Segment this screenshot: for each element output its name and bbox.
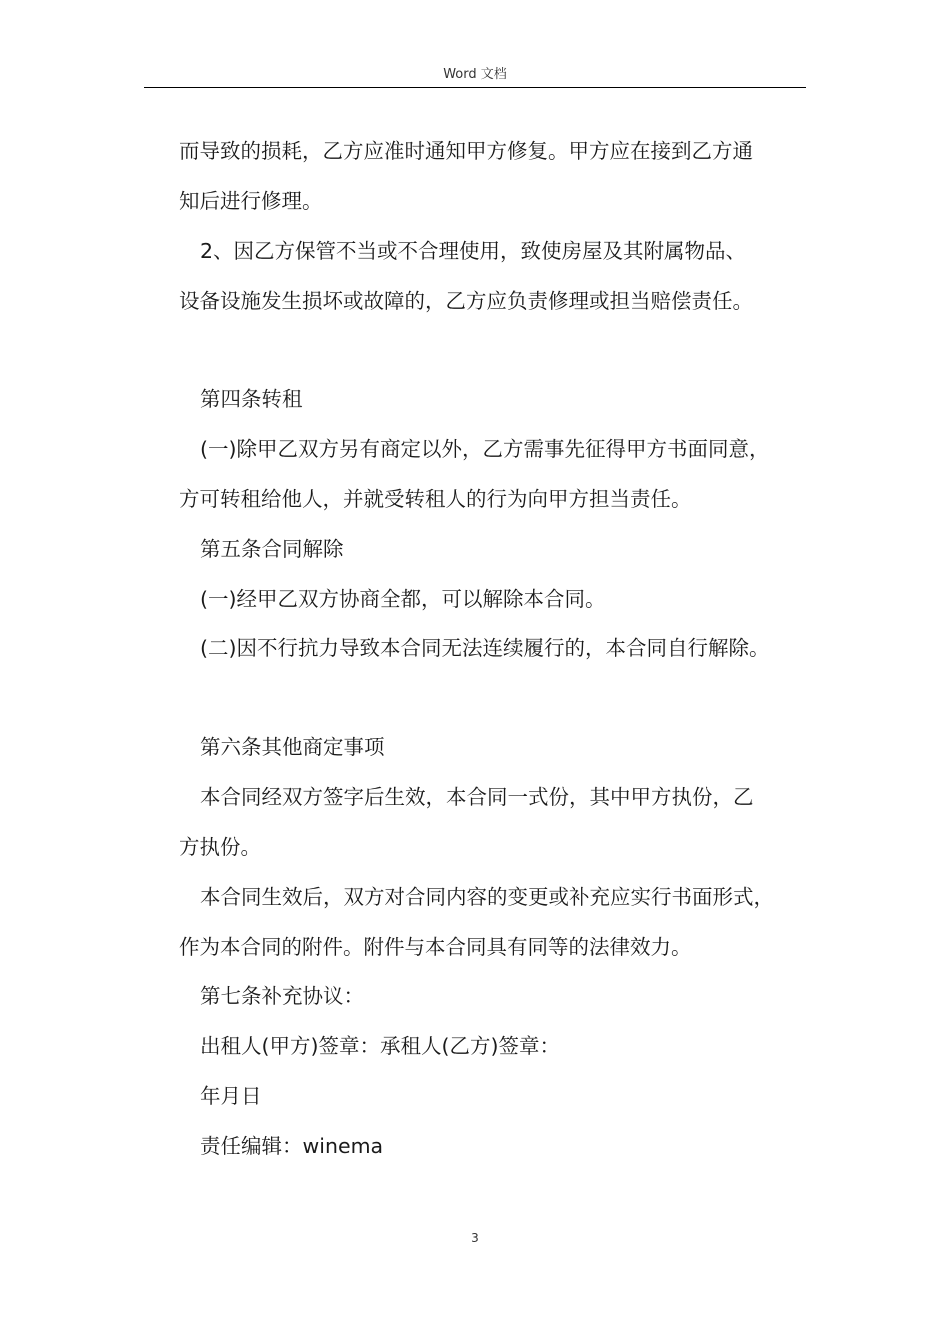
section-heading: 第四条转租 — [200, 387, 303, 411]
paragraph-line: 方执份。 — [179, 835, 261, 859]
page-number: 3 — [471, 1231, 479, 1245]
paragraph-line: 本合同经双方签字后生效，本合同一式份，其中甲方执份，乙 — [200, 785, 754, 809]
paragraph-line: 作为本合同的附件。附件与本合同具有同等的法律效力。 — [179, 935, 692, 959]
paragraph-line: 知后进行修理。 — [179, 189, 323, 213]
date-line: 年月日 — [200, 1084, 262, 1108]
paragraph-line: 方可转租给他人，并就受转租人的行为向甲方担当责任。 — [179, 487, 692, 511]
paragraph-line: 2、因乙方保管不当或不合理使用，致使房屋及其附属物品、 — [200, 239, 747, 263]
paragraph-line: (一)经甲乙双方协商全都，可以解除本合同。 — [200, 587, 606, 611]
paragraph-line: (一)除甲乙双方另有商定以外，乙方需事先征得甲方书面同意， — [200, 437, 770, 461]
section-heading: 第六条其他商定事项 — [200, 735, 385, 759]
paragraph-line: 本合同生效后，双方对合同内容的变更或补充应实行书面形式， — [200, 885, 774, 909]
paragraph-line: 设备设施发生损坏或故障的，乙方应负责修理或担当赔偿责任。 — [179, 289, 753, 313]
editor-line: 责任编辑：winema — [200, 1134, 384, 1158]
header-rule — [144, 87, 806, 88]
paragraph-line: (二)因不行抗力导致本合同无法连续履行的，本合同自行解除。 — [200, 636, 770, 660]
paragraph-line: 而导致的损耗，乙方应准时通知甲方修复。甲方应在接到乙方通 — [179, 139, 753, 163]
section-heading: 第五条合同解除 — [200, 537, 344, 561]
signature-line: 出租人(甲方)签章：承租人(乙方)签章： — [200, 1034, 560, 1058]
section-heading: 第七条补充协议： — [200, 984, 364, 1008]
header-title: Word 文档 — [443, 67, 507, 82]
